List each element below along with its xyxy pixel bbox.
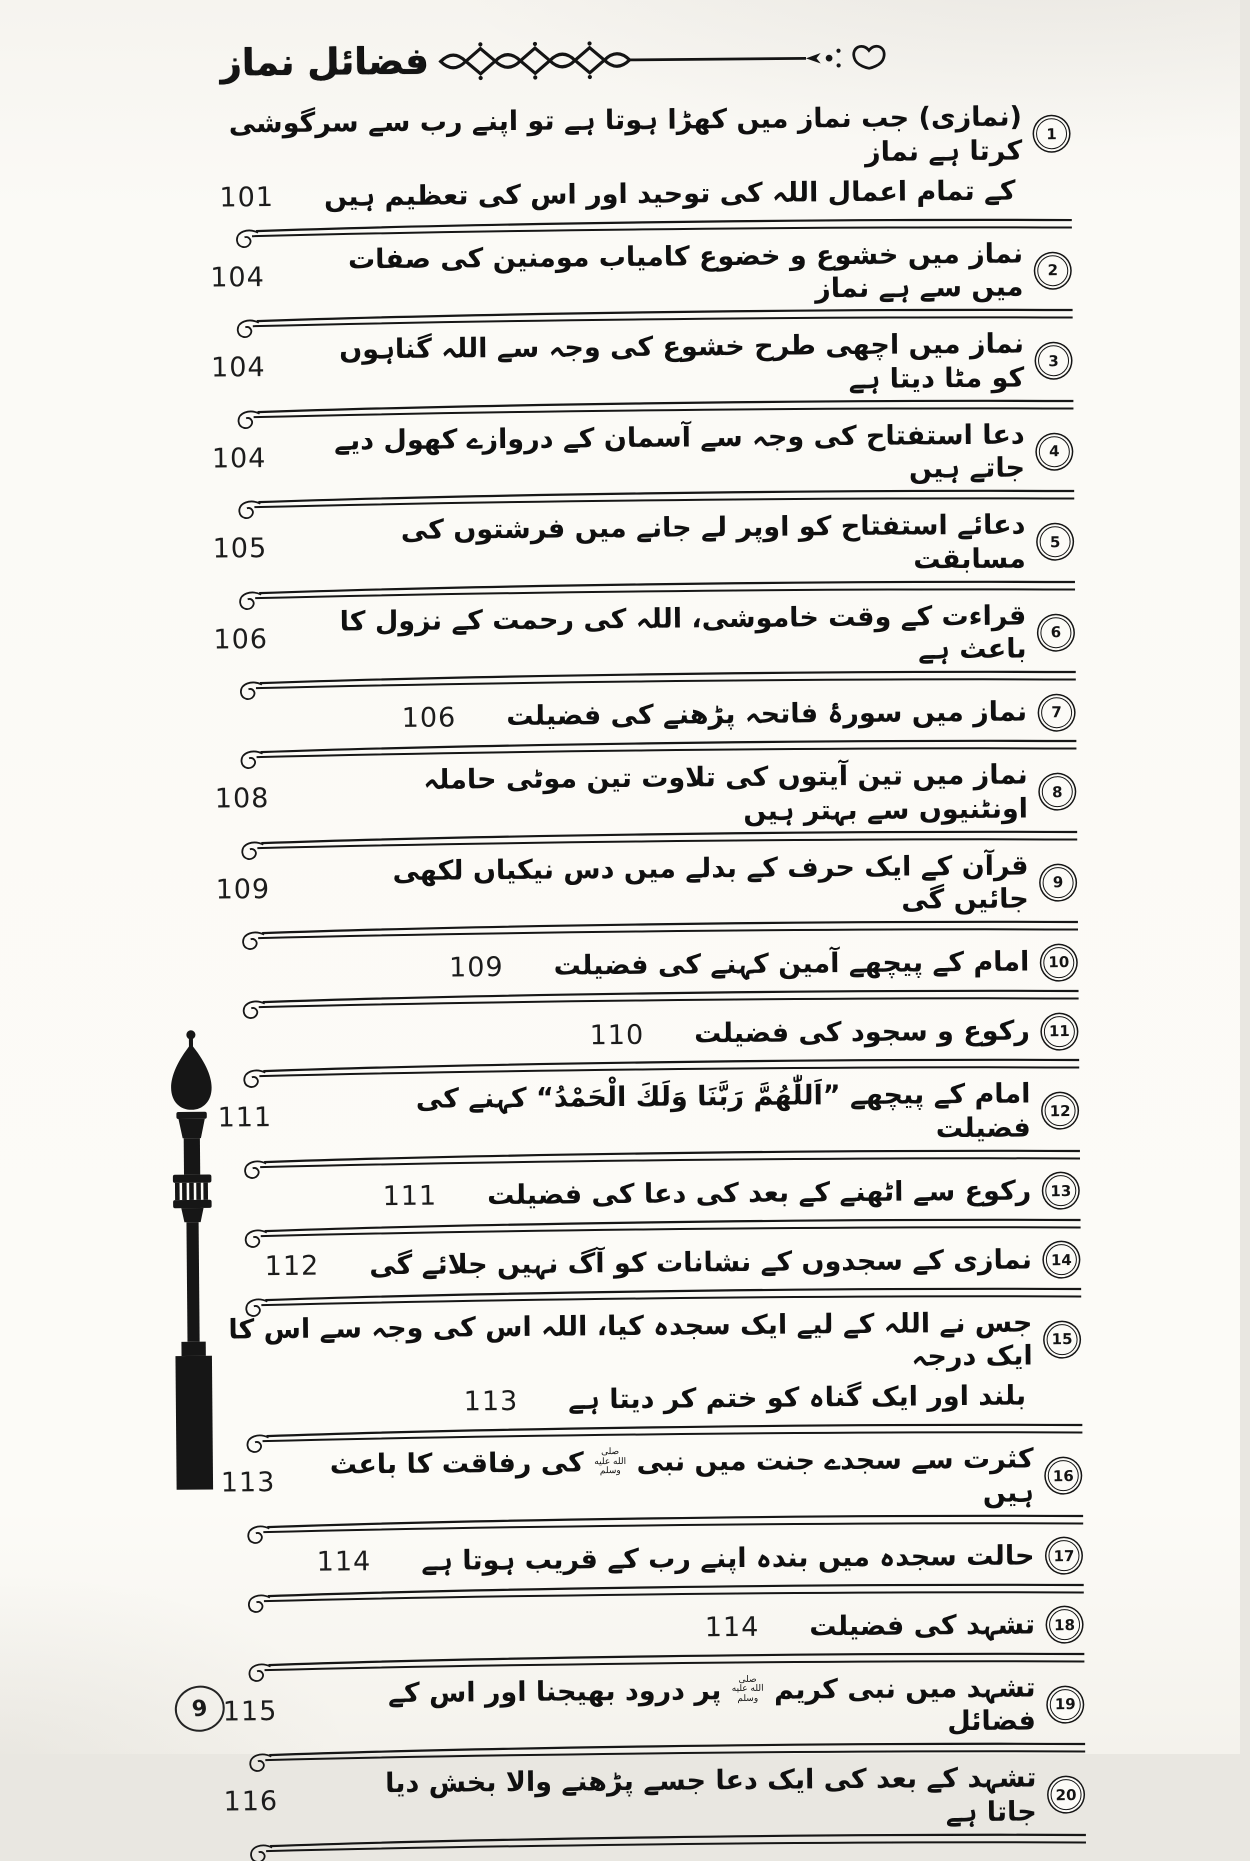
entry-page-number: 104 <box>210 261 265 294</box>
entry-number-badge: 14 <box>1046 1244 1077 1275</box>
entry-page-number: 108 <box>214 783 270 815</box>
entry-number-badge: 12 <box>1044 1095 1075 1126</box>
toc-entry <box>223 1761 1086 1857</box>
entry-title: نماز میں تین آیتوں کی تلاوت تین موٹی حاملہ اونٹنیوں سے بہتر ہیں <box>423 759 1029 827</box>
entry-page-number: 114 <box>704 1611 760 1644</box>
toc-entry <box>217 1008 1080 1083</box>
toc-entry <box>217 1077 1080 1173</box>
toc-entry <box>209 100 1072 242</box>
entry-number-badge: 20 <box>1050 1779 1081 1810</box>
minaret-illustration <box>157 1027 229 1498</box>
entry-number-badge: 16 <box>1048 1460 1079 1491</box>
entry-row <box>217 1008 1079 1062</box>
toc-entry <box>212 418 1075 514</box>
entry-title: رکوع و سجود کی فضیلت <box>694 1015 1031 1050</box>
toc-entry <box>223 1670 1086 1766</box>
entry-title: (نمازی) جب نماز میں کھڑا ہوتا ہے تو اپنے رب سے سرگوشی کرتا ہے نماز <box>228 101 1023 168</box>
entry-number-badge: 9 <box>1042 867 1073 898</box>
entry-row <box>211 327 1074 402</box>
entry-number-badge: 18 <box>1049 1609 1080 1640</box>
entry-row <box>213 599 1076 674</box>
entry-page-number: 113 <box>463 1385 519 1417</box>
entry-title: نماز میں خشوع و خضوع کامیاب مومنین کی صفات میں سے ہے نماز <box>347 237 1024 305</box>
entry-row <box>218 1168 1080 1222</box>
toc-entry <box>222 1601 1085 1676</box>
entry-title-continued: کے تمام اعمال اللہ کی توحید اور اس کی تعظیم ہیں <box>323 175 1016 213</box>
toc-entry <box>214 689 1077 764</box>
entry-page-number: 105 <box>212 533 268 565</box>
entry-row <box>221 1442 1084 1517</box>
entry-row <box>212 418 1075 493</box>
honorific-mark: صلى الله عليه وسلم <box>731 1674 764 1704</box>
folio-page-number <box>172 1682 228 1735</box>
entry-row-continued <box>209 168 1071 222</box>
entry-number-badge: 6 <box>1040 617 1071 648</box>
entry-row <box>216 939 1078 993</box>
entry-title: دعا استفتاح کی وجہ سے آسمان کے دروازے کھول دیے جاتے ہیں <box>334 418 1026 485</box>
toc-entry <box>213 599 1076 695</box>
entry-title: کثرت سے سجدے جنت میں نبی صلى الله عليه وسلم کی رفاقت کا باعث ہیں <box>329 1443 1035 1509</box>
entry-page-number: 114 <box>316 1546 372 1578</box>
entry-title: رکوع سے اٹھنے کے بعد کی دعا کی فضیلت <box>487 1175 1032 1211</box>
toc-entry <box>221 1442 1084 1538</box>
entry-number-badge: 10 <box>1043 947 1074 978</box>
entry-page-number: 109 <box>215 873 271 906</box>
entry-row <box>212 508 1075 583</box>
entry-title: قراءت کے وقت خاموشی، اللہ کی رحمت کے نزول کا باعث ہے <box>339 599 1027 666</box>
entry-row <box>222 1601 1084 1655</box>
entry-title: جس نے اللہ کے لیے ایک سجدہ کیا، اللہ اس کی وجہ سے اس کا ایک درجہ <box>228 1306 1033 1373</box>
entry-title-continued: بلند اور ایک گناہ کو ختم کر دیتا ہے <box>568 1380 1027 1416</box>
entry-page-number: 106 <box>401 701 457 734</box>
entry-page-number: 101 <box>219 182 275 214</box>
folio-number-text: 9 <box>190 1695 210 1723</box>
toc-entry <box>218 1168 1081 1243</box>
entry-title: تشہد میں نبی کریم صلى الله عليه وسلم پر درود بھیجنا اور اس کے فضائل <box>387 1671 1037 1738</box>
entry-row <box>209 100 1072 175</box>
entry-number-badge: 1 <box>1036 118 1067 149</box>
entry-row <box>215 849 1078 924</box>
entry-row <box>214 689 1076 743</box>
honorific-mark: صلى الله عليه وسلم <box>594 1447 627 1477</box>
entry-title: نماز میں سورۂ فاتحہ پڑھنے کی فضیلت <box>506 696 1028 733</box>
toc-entry <box>215 849 1078 945</box>
toc-entry <box>211 327 1074 423</box>
entry-number-badge: 2 <box>1037 255 1068 286</box>
toc-entry <box>221 1532 1084 1607</box>
entry-title: حالت سجدہ میں بندہ اپنے رب کے قریب ہوتا ہے <box>421 1540 1035 1577</box>
entry-row <box>210 237 1073 312</box>
entry-number-badge: 3 <box>1038 345 1069 376</box>
entry-number-badge: 5 <box>1039 526 1070 557</box>
toc-entry <box>210 237 1073 333</box>
toc-list <box>209 100 1086 1859</box>
entry-title: امام کے پیچھے آمین کہنے کی فضیلت <box>553 946 1030 982</box>
entry-page-number: 109 <box>448 951 504 984</box>
toc-entry <box>219 1305 1082 1447</box>
entry-number-badge: 4 <box>1039 436 1070 467</box>
entry-number-badge: 8 <box>1042 776 1073 807</box>
entry-page-number: 113 <box>220 1467 276 1499</box>
entry-title: قرآن کے ایک حرف کے بدلے میں دس نیکیاں لکھی جائیں گی <box>392 849 1029 916</box>
entry-number-badge: 19 <box>1050 1689 1081 1720</box>
entry-title: دعائے استفتاح کو اوپر لے جانے میں فرشتوں کی مسابقت <box>400 509 1026 576</box>
entry-page-number: 111 <box>217 1102 273 1134</box>
entry-row <box>223 1761 1086 1836</box>
entry-page-number: 110 <box>589 1019 645 1051</box>
entry-number-badge: 15 <box>1046 1324 1077 1355</box>
ornament-divider-icon <box>437 36 899 82</box>
entry-title: امام کے پیچھے ”اَللّٰهُمَّ رَبَّنَا وَلَكَ الْحَمْدُ“ کہنے کی فضیلت <box>415 1078 1031 1145</box>
entry-page-number: 112 <box>264 1250 320 1283</box>
entry-title: تشہد کی فضیلت <box>809 1609 1036 1643</box>
entry-page-number: 106 <box>213 623 269 656</box>
entry-page-number: 104 <box>210 352 266 384</box>
entry-title: تشہد کے بعد کی ایک دعا جسے پڑھنے والا بخش دیا جاتا ہے <box>384 1762 1037 1828</box>
entry-row <box>223 1670 1086 1745</box>
toc-entry <box>215 758 1078 854</box>
toc-entry <box>212 508 1075 604</box>
entry-number-badge: 7 <box>1041 697 1072 728</box>
entry-row <box>219 1305 1082 1380</box>
toc-entry <box>216 939 1079 1014</box>
page-title: فضائل نماز <box>220 39 429 85</box>
entry-number-badge: 13 <box>1045 1175 1076 1206</box>
entry-row <box>219 1237 1081 1291</box>
entry-number-badge: 17 <box>1048 1540 1079 1571</box>
entry-page-number: 104 <box>211 442 267 475</box>
entry-row <box>221 1532 1083 1586</box>
entry-page-number: 116 <box>223 1786 279 1818</box>
entry-page-number: 111 <box>382 1180 438 1213</box>
entry-page-number: 115 <box>222 1695 278 1728</box>
entry-row <box>217 1077 1080 1152</box>
entry-number-badge: 11 <box>1044 1016 1075 1047</box>
entry-row <box>215 758 1078 833</box>
entry-row-continued <box>220 1373 1082 1427</box>
entry-title: نمازی کے سجدوں کے نشانات کو آگ نہیں جلائے گی <box>369 1244 1033 1281</box>
toc-entry <box>219 1237 1082 1312</box>
page-header <box>220 36 792 84</box>
entry-title: نماز میں اچھی طرح خشوع کی وجہ سے اللہ گناہوں کو مٹا دیتا ہے <box>339 328 1025 395</box>
